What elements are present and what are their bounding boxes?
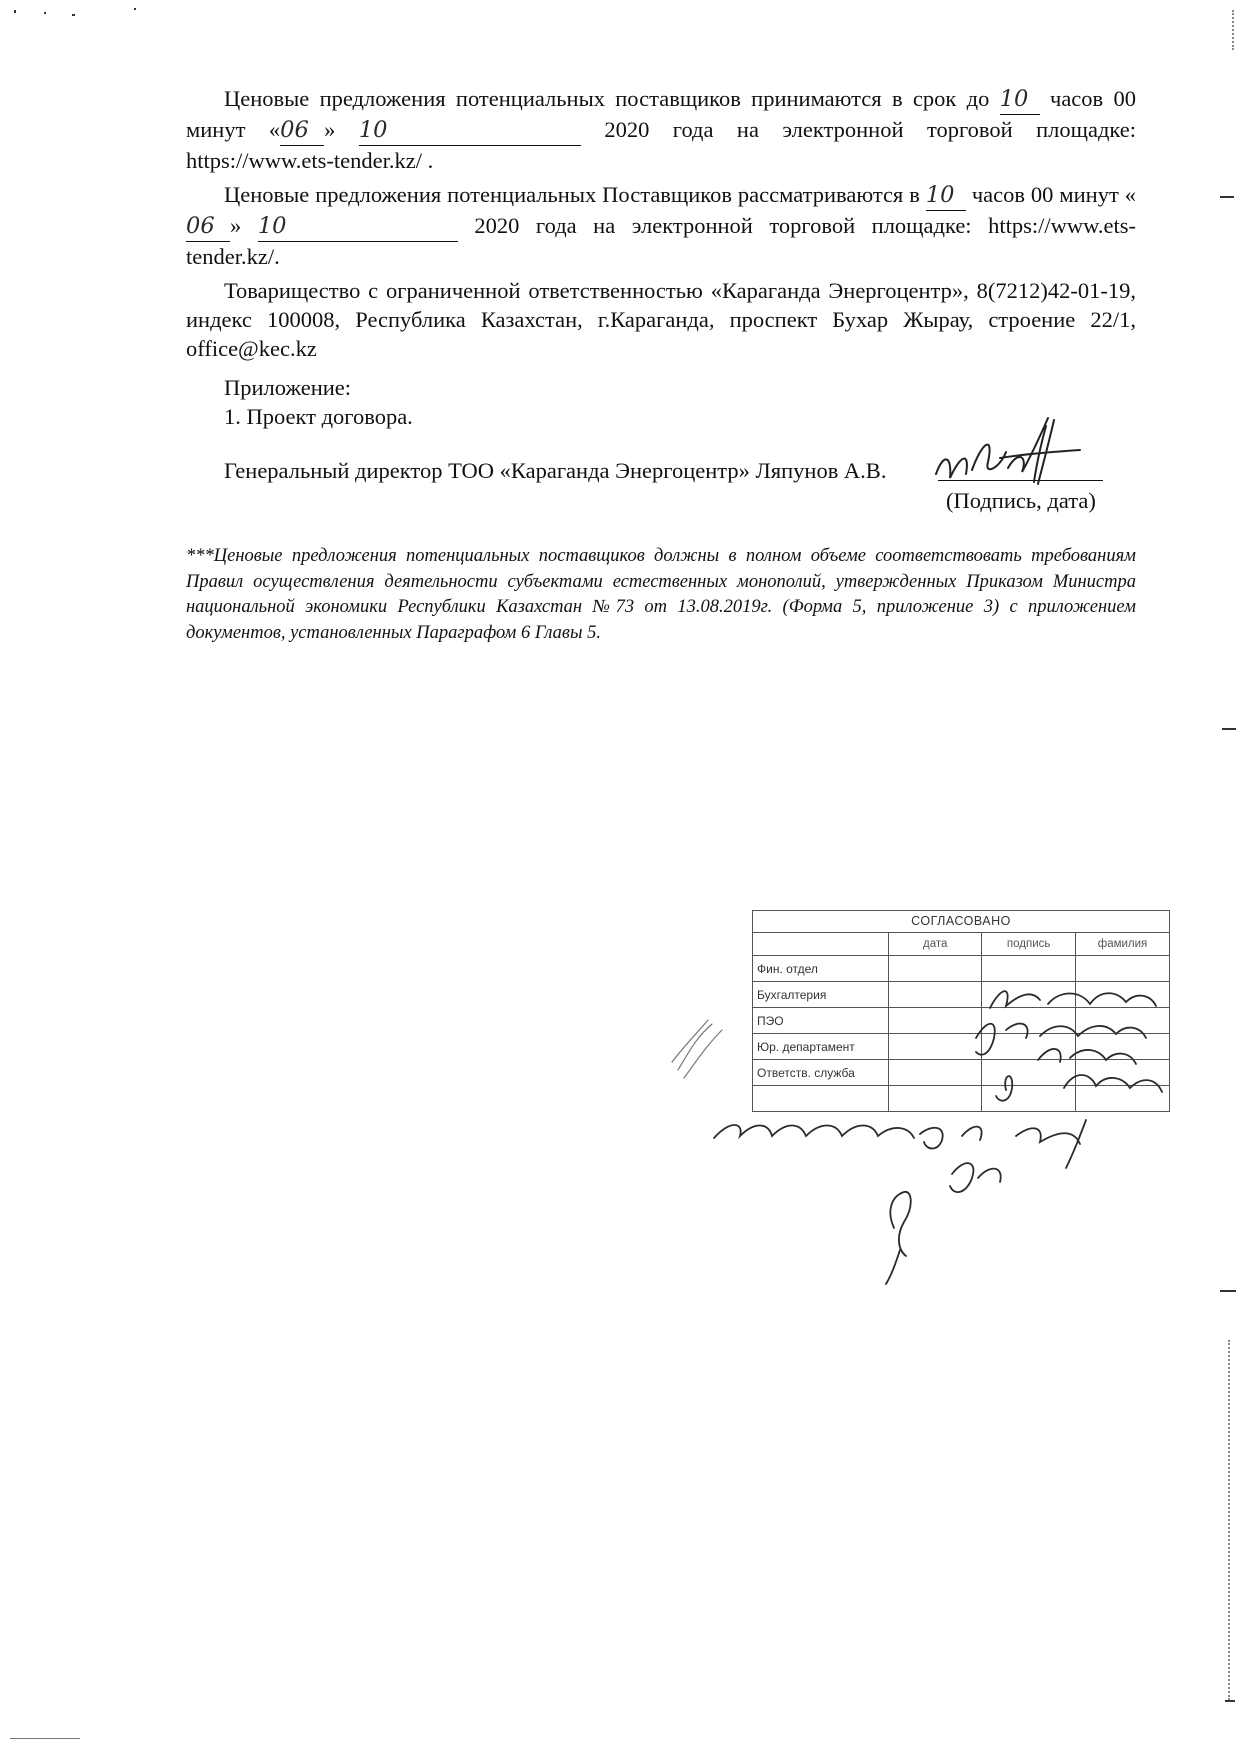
p2-text-c: » [230,213,242,238]
appendix [224,373,413,431]
director-signature-text: Генеральный директор ТОО «Караганда Энергоцентр» Ляпунов А.В. [224,458,887,483]
scan-edge-dots [1228,1340,1232,1700]
scan-speck [44,12,46,14]
stamp-col-signature: подпись [982,933,1076,956]
footnote: ***Ценовые предложения потенциальных поставщиков должны в полном объеме соответствовать требованиям Правил осуществления деятельности субъектами естественных монополий, утвержденных Приказом Министра национальной экономики Республики Казахстан №73 от 13.08.2019г. (Форма 5, приложение 3) с приложением документов, установленных Параграфом 6 Главы 5. [186,546,1136,643]
stamp-col-date: дата [889,933,982,956]
scan-speck [134,8,136,10]
scan-edge-dots [1232,10,1236,50]
paragraph-submission-deadline [186,84,1136,175]
handwritten-hour: 10 [1000,85,1040,115]
handwritten-day: 06 [280,116,324,146]
stamp-row-label: Ответств. служба [753,1060,889,1086]
p1-text-a: Ценовые предложения потенциальных поставщиков принимаются в срок до [224,86,990,111]
scan-edge-mark [1220,1290,1236,1292]
p2-text-d: 2020 года на электронной торговой площадке: https://www.ets-tender.kz/. [186,213,1137,269]
stamp-handwriting-scribbles [660,960,1220,1290]
stamp-row-label: Фин. отдел [753,956,889,982]
p1-text-d: 2020 года на электронной торговой площадке: https://www.ets-tender.kz/ . [186,117,1137,173]
appendix-item: 1. Проект договора. [224,404,413,429]
stamp-row-label: ПЭО [753,1008,889,1034]
scan-speck [72,14,75,16]
director-signature-scribble [930,412,1100,490]
scan-edge-mark [1222,728,1236,730]
scan-edge-mark [1225,1700,1235,1702]
p2-text-b: часов 00 минут « [971,182,1137,207]
stamp-row-label: Бухгалтерия [753,982,889,1008]
paragraph-company-details: Товарищество с ограниченной ответственностью «Караганда Энергоцентр», 8(7212)42-01-19, индекс 100008, Республика Казахстан, г.Караганда, проспект Бухар Жырау, строение 22/1, office@kec.kz [186,278,1136,361]
stamp-header-empty [753,933,889,956]
p1-text-b: часов 00 минут « [186,86,1136,142]
p1-text-c: » [324,117,336,142]
paragraph-review-date [186,180,1136,271]
handwritten-day: 06 [186,212,230,242]
signature-caption: (Подпись, дата) [946,488,1096,513]
stamp-col-name: фамилия [1076,933,1170,956]
scan-speck [14,10,16,13]
appendix-title: Приложение: [224,375,352,400]
stamp-row-label: Юр. департамент [753,1034,889,1060]
scan-edge-mark [10,1738,80,1739]
handwritten-hour: 10 [926,181,966,211]
p2-text-a: Ценовые предложения потенциальных Поставщиков рассматриваются в [224,182,920,207]
stamp-header-row [753,933,1170,956]
handwritten-month: 10 [359,116,581,146]
stamp-title: СОГЛАСОВАНО [752,910,1170,932]
handwritten-month: 10 [258,212,458,242]
scan-edge-mark [1220,196,1234,198]
body-text [186,84,1136,363]
